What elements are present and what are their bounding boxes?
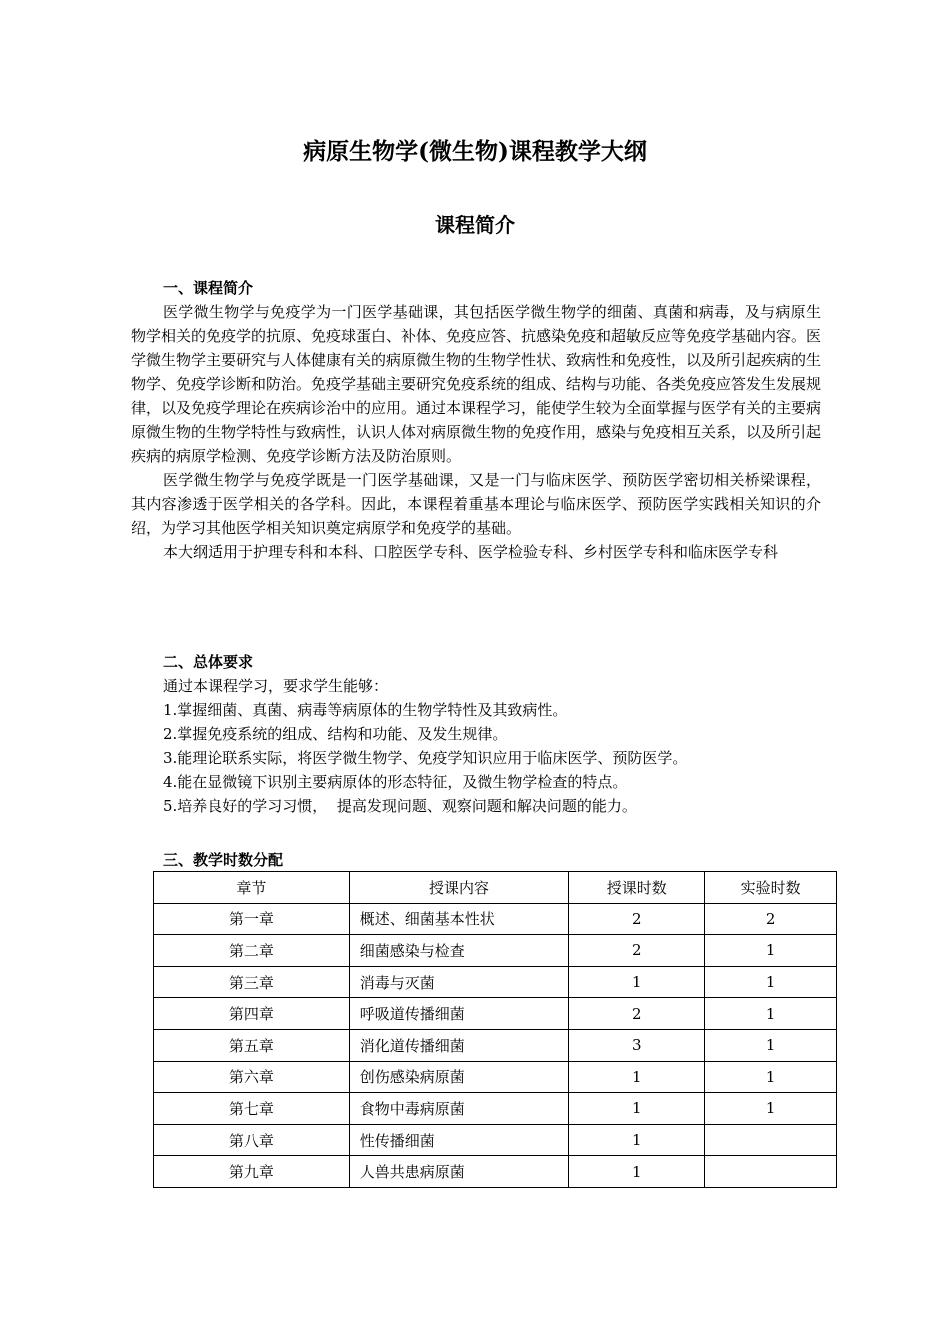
table-row (154, 1061, 837, 1093)
section-course-intro (131, 276, 821, 564)
requirement-item: 2.掌握免疫系统的组成、结构和功能、及发生规律。 (163, 725, 508, 743)
cell-chapter: 第七章 (154, 1093, 350, 1125)
table-row (154, 998, 837, 1030)
table-row (154, 1029, 837, 1061)
document-title: 病原生物学(微生物)课程教学大纲 (303, 138, 647, 165)
cell-lecture-hours: 3 (569, 1029, 705, 1061)
section-general-requirements (131, 650, 821, 818)
cell-lab-hours: 1 (705, 998, 837, 1030)
hours-table (153, 871, 837, 1188)
requirement-item: 5.培养良好的学习习惯， 提高发现问题、观察问题和解决问题的能力。 (163, 797, 637, 815)
paragraph: 医学微生物学与免疫学为一门医学基础课，其包括医学微生物学的细菌、真菌和病毒，及与病原生物学相关的免疫学的抗原、免疫球蛋白、补体、免疫应答、抗感染免疫和超敏反应等免疫学基础内容。医学微生物学主要研究与人体健康有关的病原微生物的生物学性状、致病性和免疫性，以及所引起疾病的生物学、免疫学诊断和防治。免疫学基础主要研究免疫系统的组成、结构与功能、各类免疫应答发生发展规律，以及免疫学理论在疾病诊治中的应用。通过本课程学习，能使学生较为全面掌握与医学有关的主要病原微生物的生物学特性与致病性，认识人体对病原微生物的免疫作用，感染与免疫相互关系，以及所引起疾病的病原学检测、免疫学诊断方法及防治原则。 (131, 303, 822, 465)
cell-chapter: 第五章 (154, 1029, 350, 1061)
cell-chapter: 第六章 (154, 1061, 350, 1093)
cell-lecture-hours: 1 (569, 966, 705, 998)
table-header-row (154, 872, 837, 904)
cell-lecture-hours: 2 (569, 903, 705, 935)
cell-lecture-hours: 1 (569, 1124, 705, 1156)
section-hours-allocation (131, 848, 821, 872)
cell-chapter: 第一章 (154, 903, 350, 935)
cell-lecture-hours: 1 (569, 1156, 705, 1188)
requirements-intro: 通过本课程学习，要求学生能够： (163, 677, 389, 695)
table-row (154, 903, 837, 935)
cell-chapter: 第九章 (154, 1156, 350, 1188)
requirement-item: 1.掌握细菌、真菌、病毒等病原体的生物学特性及其致病性。 (163, 701, 568, 719)
cell-chapter: 第八章 (154, 1124, 350, 1156)
cell-lecture-hours: 2 (569, 998, 705, 1030)
cell-lecture-hours: 1 (569, 1061, 705, 1093)
cell-lab-hours: 2 (705, 903, 837, 935)
cell-lab-hours: 1 (705, 1093, 837, 1125)
section-heading: 三、教学时数分配 (163, 851, 284, 869)
cell-content: 创伤感染病原菌 (349, 1061, 569, 1093)
header-lecture-hours: 授课时数 (569, 872, 705, 904)
paragraph: 医学微生物学与免疫学既是一门医学基础课，又是一门与临床医学、预防医学密切相关桥梁课程，其内容渗透于医学相关的各学科。因此，本课程着重基本理论与临床医学、预防医学实践相关知识的介绍，为学习其他医学相关知识奠定病原学和免疫学的基础。 (131, 471, 821, 537)
paragraph: 本大纲适用于护理专科和本科、口腔医学专科、医学检验专科、乡村医学专科和临床医学专科 (163, 543, 779, 561)
cell-content: 性传播细菌 (349, 1124, 569, 1156)
cell-content: 食物中毒病原菌 (349, 1093, 569, 1125)
header-content: 授课内容 (349, 872, 569, 904)
table-row (154, 1124, 837, 1156)
cell-content: 呼吸道传播细菌 (349, 998, 569, 1030)
cell-lab-hours: 1 (705, 1029, 837, 1061)
section-heading: 一、课程简介 (163, 279, 254, 297)
requirement-item: 4.能在显微镜下识别主要病原体的形态特征，及微生物学检查的特点。 (163, 773, 628, 791)
cell-chapter: 第三章 (154, 966, 350, 998)
cell-content: 人兽共患病原菌 (349, 1156, 569, 1188)
cell-lab-hours: 1 (705, 1061, 837, 1093)
table-row (154, 935, 837, 967)
cell-content: 消化道传播细菌 (349, 1029, 569, 1061)
header-chapter: 章节 (154, 872, 350, 904)
cell-content: 消毒与灭菌 (349, 966, 569, 998)
section-heading: 二、总体要求 (163, 653, 254, 671)
cell-lab-hours: 1 (705, 935, 837, 967)
table-row (154, 1156, 837, 1188)
cell-lab-hours: 1 (705, 966, 837, 998)
cell-lecture-hours: 1 (569, 1093, 705, 1125)
cell-content: 细菌感染与检查 (349, 935, 569, 967)
requirement-item: 3.能理论联系实际，将医学微生物学、免疫学知识应用于临床医学、预防医学。 (163, 749, 688, 767)
document-subtitle: 课程简介 (435, 213, 515, 237)
cell-chapter: 第二章 (154, 935, 350, 967)
cell-chapter: 第四章 (154, 998, 350, 1030)
cell-lab-hours (705, 1124, 837, 1156)
table-row (154, 1093, 837, 1125)
table-row (154, 966, 837, 998)
cell-lecture-hours: 2 (569, 935, 705, 967)
header-lab-hours: 实验时数 (705, 872, 837, 904)
cell-lab-hours (705, 1156, 837, 1188)
cell-content: 概述、细菌基本性状 (349, 903, 569, 935)
